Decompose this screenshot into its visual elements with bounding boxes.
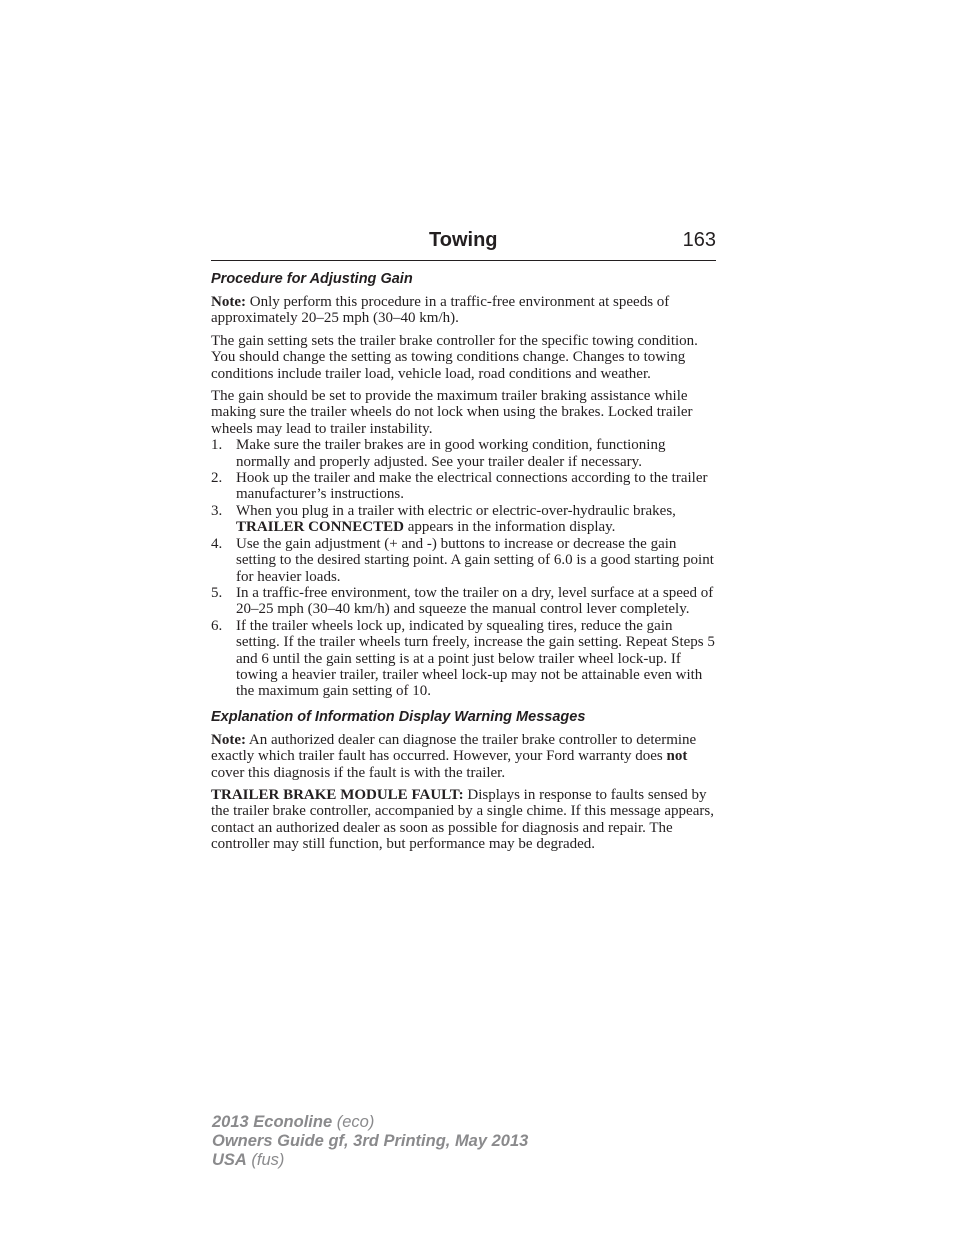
- note-text: An authorized dealer can diagnose the trailer brake controller to determine exactly which trailer fault has occurred. However, your Ford warranty does: [211, 731, 697, 765]
- footer-line-market: [212, 1151, 528, 1170]
- step-text: Use the gain adjustment (+ and -) buttons to increase or decrease the gain setting to the desired starting point. A gain setting of 6.0 is a good starting point for heavier loads.: [236, 535, 714, 585]
- note-label: Note:: [211, 731, 246, 748]
- step-text: If the trailer wheels lock up, indicated by squealing tires, reduce the gain setting. If the trailer wheels turn freely, increase the gain setting. Repeat Steps 5 and 6 until the gain setting is at a point just below trailer wheel lock-up. If towing a heavier trailer, trailer wheel lock-up may not be attainable even with the maximum gain setting of 10.: [236, 617, 715, 700]
- step-number: 6.: [211, 617, 223, 634]
- note-label: Note:: [211, 294, 246, 310]
- step-text-part: appears in the information display.: [403, 519, 616, 536]
- footer-line-guide: Owners Guide gf, 3rd Printing, May 2013: [212, 1132, 529, 1150]
- list-item: [211, 618, 716, 700]
- gain-setting-paragraph: The gain setting sets the trailer brake controller for the specific towing condition. You should change the setting as towing conditions change. Changes to towing conditions include trailer load, vehicle load, road conditions and weather.: [211, 332, 698, 382]
- note-text: cover this diagnosis if the fault is with the trailer.: [211, 764, 506, 781]
- step-number: 1.: [211, 437, 223, 454]
- step-text: [236, 503, 716, 536]
- section-heading-warning-messages: Explanation of Information Display Warning Messages: [211, 708, 586, 725]
- steps-list: [211, 437, 716, 700]
- footer-market-code: (fus): [246, 1151, 285, 1169]
- section-heading-adjusting-gain: Procedure for Adjusting Gain: [211, 271, 413, 287]
- trailer-connected-label: TRAILER CONNECTED: [236, 519, 404, 536]
- footer-model-code: (eco): [332, 1113, 375, 1131]
- page-number: 163: [682, 229, 716, 251]
- step-text: Make sure the trailer brakes are in good working condition, functioning normally and properly adjusted. See your trailer dealer if necessary.: [236, 437, 666, 470]
- list-item: [211, 437, 716, 470]
- footer-market: USA: [212, 1151, 247, 1169]
- step-text-part: When you plug in a trailer with electric or electric-over-hydraulic brakes,: [236, 502, 676, 519]
- fault-paragraph: [211, 787, 716, 853]
- step-text: In a traffic-free environment, tow the trailer on a dry, level surface at a speed of 20–25 mph (30–40 km/h) and squeeze the manual control lever completely.: [236, 584, 714, 618]
- step-number: 4.: [211, 535, 223, 552]
- page-header: [211, 229, 716, 261]
- chapter-title: Towing: [429, 229, 498, 251]
- fault-label: TRAILER BRAKE MODULE FAULT:: [211, 786, 464, 803]
- note-paragraph: [211, 294, 716, 327]
- list-item: [211, 503, 716, 536]
- list-item: [211, 585, 716, 618]
- footer-line-model: [212, 1113, 528, 1132]
- gain-max-paragraph: The gain should be set to provide the maximum trailer braking assistance while making sure the trailer wheels do not lock when using the brakes. Locked trailer wheels may lead to trailer instability.: [211, 388, 693, 437]
- manual-page: [211, 229, 716, 859]
- step-number: 3.: [211, 502, 223, 519]
- footer-model: 2013 Econoline: [212, 1113, 333, 1131]
- fault-text: Displays in response to faults sensed by the trailer brake controller, accompanied by a single chime. If this message appears, contact an authorized dealer as soon as possible for diagnosis and repair. The controller may still function, but performance may be degraded.: [211, 786, 714, 853]
- list-item: [211, 536, 716, 585]
- page-footer: [212, 1113, 528, 1170]
- step-number: 5.: [211, 584, 223, 601]
- note-text: Only perform this procedure in a traffic-free environment at speeds of approximately 20–25 mph (30–40 km/h).: [211, 294, 670, 327]
- list-item: [211, 470, 716, 503]
- not-emphasis: not: [666, 748, 688, 765]
- step-number: 2.: [211, 470, 223, 487]
- dealer-note-paragraph: [211, 732, 716, 781]
- step-text: Hook up the trailer and make the electrical connections according to the trailer manufacturer’s instructions.: [236, 470, 708, 503]
